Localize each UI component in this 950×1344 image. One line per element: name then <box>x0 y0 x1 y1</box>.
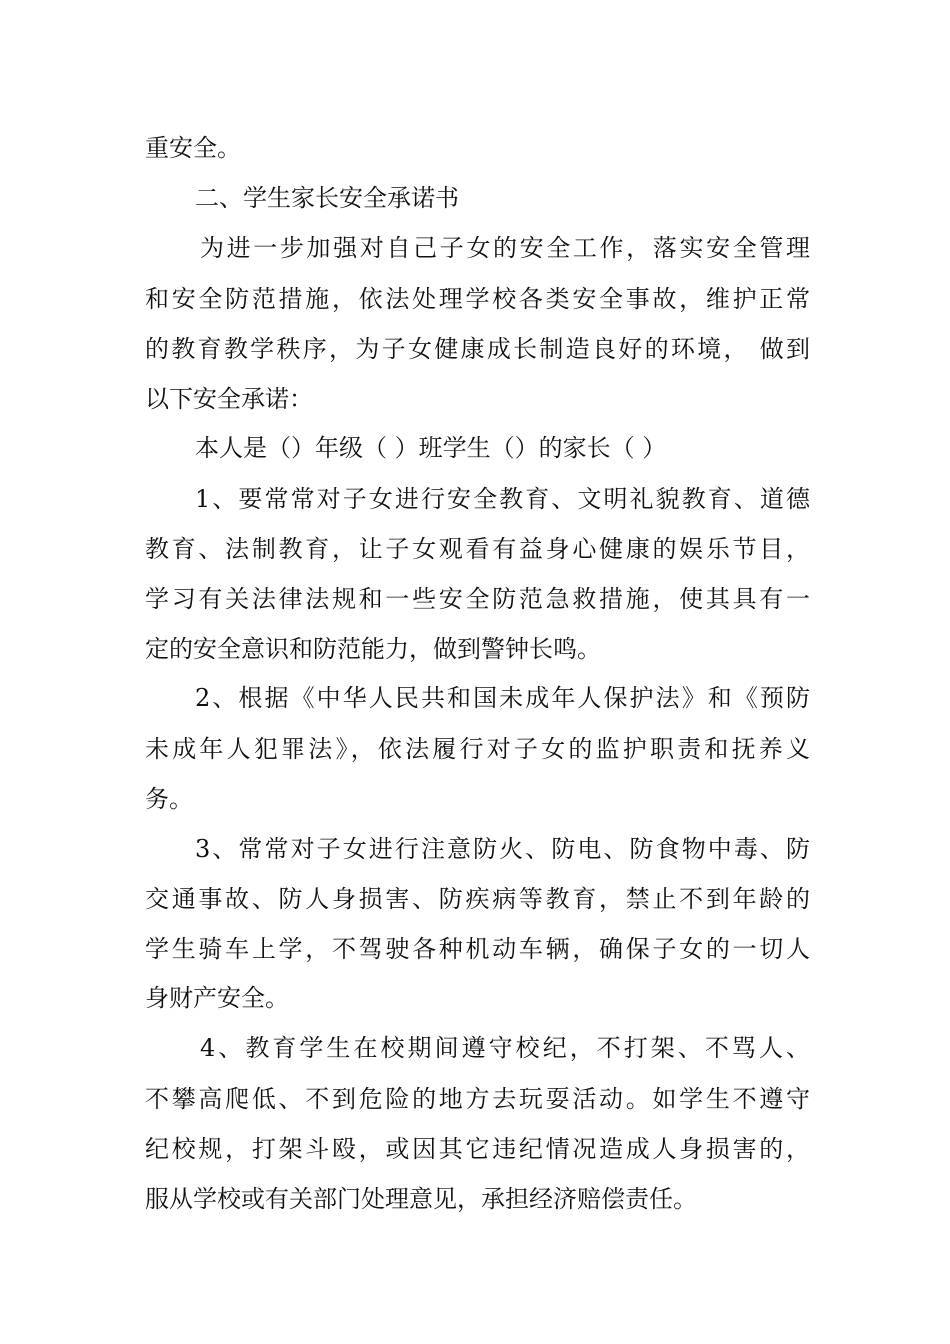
item-3-line-2: 交通事故、防人身损害、防疾病等教育，禁止不到年龄的 <box>145 885 810 913</box>
item-4-line-3: 纪校规，打架斗殴，或因其它违纪情况造成人身损害的， <box>145 1135 810 1163</box>
section-heading: 二、学生家长安全承诺书 <box>195 184 459 212</box>
item-2-line-3: 务。 <box>145 785 193 813</box>
item-2-line-2: 未成年人犯罪法》，依法履行对子女的监护职责和抚养义 <box>145 735 810 763</box>
item-3-line-3: 学生骑车上学，不驾驶各种机动车辆，确保子女的一切人 <box>145 935 810 963</box>
text-line-continuation: 重安全。 <box>145 134 241 162</box>
item-2-line-1: 2、根据《中华人民共和国未成年人保护法》和《预防 <box>195 684 810 712</box>
paragraph-intro-line-2: 和安全防范措施，依法处理学校各类安全事故，维护正常 <box>145 285 810 313</box>
item-4-line-1: 4、教育学生在校期间遵守校纪，不打架、不骂人、 <box>200 1034 810 1062</box>
paragraph-intro-line-3: 的教育教学秩序，为子女健康成长制造良好的环境， 做到 <box>145 335 810 363</box>
item-4-line-4: 服从学校或有关部门处理意见，承担经济赔偿责任。 <box>145 1185 697 1213</box>
item-1-line-1: 1、要常常对子女进行安全教育、文明礼貌教育、道德 <box>195 485 810 513</box>
item-4-line-2: 不攀高爬低、不到危险的地方去玩耍活动。如学生不遵守 <box>145 1085 810 1113</box>
item-1-line-4: 定的安全意识和防范能力，做到警钟长鸣。 <box>145 635 601 663</box>
item-3-line-1: 3、常常对子女进行注意防火、防电、防食物中毒、防 <box>195 835 810 863</box>
paragraph-intro-line-4: 以下安全承诺： <box>145 385 313 413</box>
paragraph-intro-line-1: 为进一步加强对自己子女的安全工作，落实安全管理 <box>200 234 810 262</box>
parent-identity-line: 本人是（）年级（ ）班学生（）的家长（ ） <box>195 434 667 462</box>
item-1-line-2: 教育、法制教育，让子女观看有益身心健康的娱乐节目， <box>145 535 810 563</box>
item-3-line-4: 身财产安全。 <box>145 984 289 1012</box>
item-1-line-3: 学习有关法律法规和一些安全防范急救措施，使其具有一 <box>145 585 810 613</box>
